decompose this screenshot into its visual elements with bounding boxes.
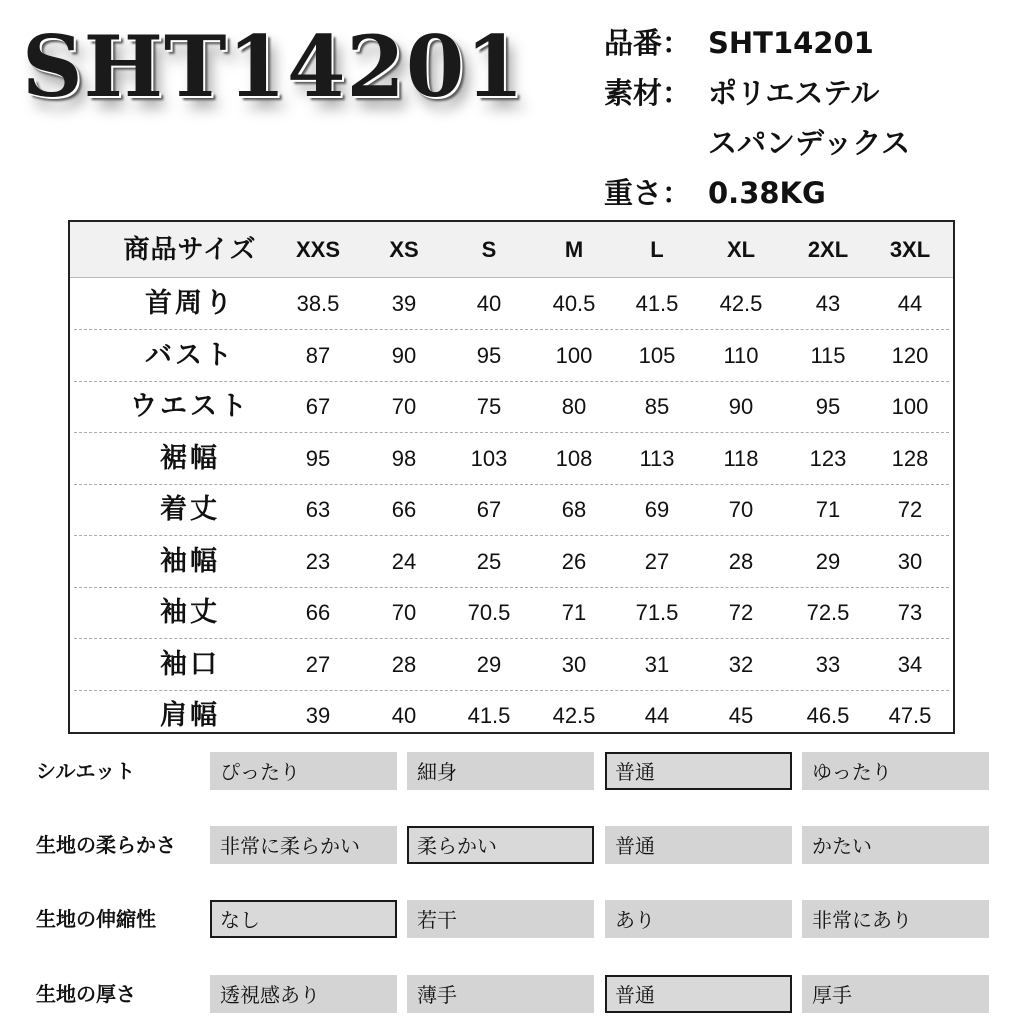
size-col-header: S	[481, 237, 497, 262]
table-cell: 128	[891, 445, 929, 471]
table-cell: 28	[391, 651, 417, 677]
attribute-option-selected: なし	[210, 900, 397, 938]
table-row	[70, 433, 953, 485]
table-cell: 72	[897, 497, 923, 522]
size-col-header: 2XL	[807, 237, 849, 262]
size-col-header: M	[564, 237, 584, 262]
table-cell: 98	[391, 445, 417, 471]
attribute-option: 透視感あり	[210, 975, 397, 1013]
table-cell: 67	[305, 394, 331, 419]
table-cell: 95	[476, 342, 502, 368]
table-cell: 120	[891, 342, 929, 368]
table-cell: 72.5	[806, 600, 850, 625]
attribute-option: 薄手	[407, 975, 594, 1013]
table-cell: 44	[644, 703, 670, 728]
attribute-label: 生地の柔らかさ	[36, 833, 176, 857]
attribute-option-selected: 普通	[605, 752, 792, 790]
product-code-logo: SHT14201	[22, 17, 525, 116]
attribute-option: ぴったり	[210, 752, 397, 790]
attribute-option: 非常にあり	[802, 900, 989, 938]
size-header-label: 商品サイズ	[123, 235, 257, 265]
table-cell: 90	[391, 342, 417, 368]
table-cell: 29	[815, 548, 841, 574]
row-label: 袖口	[160, 648, 220, 680]
row-label: 首周り	[145, 288, 235, 319]
size-col-header: XL	[726, 237, 756, 262]
table-cell: 47.5	[888, 703, 932, 728]
size-col-header: L	[650, 237, 664, 262]
table-cell: 42.5	[552, 703, 596, 728]
row-label: 裾幅	[160, 442, 220, 474]
table-cell: 72	[728, 600, 754, 625]
table-cell: 115	[810, 342, 846, 368]
attribute-label: 生地の厚さ	[36, 982, 136, 1006]
table-cell: 23	[305, 548, 331, 574]
table-cell: 66	[305, 600, 331, 625]
attribute-option: 若干	[407, 900, 594, 938]
spec-label: 重さ：	[604, 176, 692, 210]
table-row	[70, 587, 953, 639]
attribute-option: 普通	[605, 826, 792, 864]
spec-label: 素材：	[604, 76, 692, 110]
table-row	[70, 639, 953, 691]
table-cell: 30	[561, 651, 587, 677]
table-cell: 40	[476, 291, 502, 316]
spec-label: 品番：	[604, 26, 692, 60]
table-cell: 45	[728, 703, 754, 728]
table-cell: 73	[897, 600, 923, 625]
table-cell: 26	[561, 548, 587, 574]
row-label: 着丈	[160, 494, 220, 525]
table-cell: 41.5	[467, 703, 511, 728]
size-col-header: XS	[389, 237, 419, 262]
table-cell: 44	[897, 291, 923, 316]
table-cell: 32	[728, 651, 754, 677]
attribute-option: ゆったり	[802, 752, 989, 790]
table-cell: 24	[391, 548, 417, 574]
spec-material	[604, 72, 879, 114]
table-cell: 70	[391, 394, 417, 419]
attribute-option: 非常に柔らかい	[210, 826, 397, 864]
spec-weight	[604, 172, 826, 214]
table-cell: 30	[897, 548, 923, 574]
spec-value: SHT14201	[708, 26, 874, 60]
table-cell: 40.5	[552, 291, 596, 316]
row-label: 肩幅	[160, 700, 220, 731]
table-cell: 95	[815, 394, 841, 419]
spec-material-extra: スパンデックス	[708, 126, 911, 160]
table-cell: 39	[305, 703, 331, 728]
table-cell: 27	[305, 651, 331, 677]
table-row	[70, 484, 953, 536]
table-cell: 85	[644, 394, 670, 419]
attribute-option: 厚手	[802, 975, 989, 1013]
size-col-header: 3XL	[889, 237, 931, 262]
table-cell: 33	[815, 651, 841, 677]
table-row	[70, 536, 953, 588]
table-cell: 43	[815, 291, 841, 316]
table-cell: 66	[391, 497, 417, 522]
table-cell: 25	[476, 548, 502, 574]
table-cell: 40	[391, 703, 417, 728]
attribute-option: 細身	[407, 752, 594, 790]
table-cell: 100	[555, 342, 593, 368]
table-cell: 75	[476, 394, 502, 419]
attribute-option-selected: 普通	[605, 975, 792, 1013]
row-label: 袖丈	[160, 597, 220, 628]
table-cell: 90	[728, 394, 754, 419]
table-cell: 71.5	[635, 600, 679, 625]
table-cell: 39	[391, 291, 417, 316]
spec-item-number	[604, 22, 874, 64]
table-cell: 118	[723, 445, 759, 471]
table-cell: 100	[891, 394, 929, 419]
spec-value: ポリエステル	[708, 76, 880, 110]
attribute-option: かたい	[802, 826, 989, 864]
table-cell: 123	[809, 445, 847, 471]
table-row	[70, 330, 953, 382]
row-label: 袖幅	[160, 545, 220, 577]
table-cell: 38.5	[296, 291, 340, 316]
table-cell: 29	[476, 651, 502, 677]
table-cell: 68	[561, 497, 587, 522]
table-cell: 105	[638, 342, 676, 368]
table-cell: 95	[305, 445, 331, 471]
table-cell: 69	[644, 497, 670, 522]
table-cell: 28	[728, 548, 754, 574]
table-row	[70, 690, 953, 742]
table-cell: 31	[644, 651, 670, 677]
table-row	[70, 278, 953, 330]
table-cell: 108	[555, 445, 593, 471]
table-row	[70, 381, 953, 433]
table-cell: 71	[815, 497, 841, 522]
attribute-option-selected: 柔らかい	[407, 826, 594, 864]
table-cell: 71	[561, 600, 587, 625]
table-cell: 87	[305, 342, 331, 368]
attribute-option: あり	[605, 900, 792, 938]
size-col-header: XXS	[295, 237, 341, 262]
spec-value: 0.38KG	[708, 176, 826, 210]
table-cell: 42.5	[719, 291, 763, 316]
table-cell: 70	[728, 497, 754, 522]
row-label: ウエスト	[130, 391, 250, 422]
table-cell: 70.5	[467, 600, 511, 625]
table-cell: 67	[476, 497, 502, 522]
attribute-label: 生地の伸縮性	[36, 907, 156, 931]
table-cell: 103	[470, 445, 508, 471]
table-cell: 46.5	[806, 703, 850, 728]
table-cell: 34	[897, 651, 923, 677]
table-cell: 70	[391, 600, 417, 625]
attribute-label: シルエット	[36, 759, 136, 783]
table-cell: 63	[305, 497, 331, 522]
table-cell: 110	[723, 342, 759, 368]
row-label: バスト	[145, 339, 235, 371]
table-cell: 41.5	[635, 291, 679, 316]
table-cell: 80	[561, 394, 587, 419]
table-cell: 113	[639, 445, 675, 471]
size-table	[68, 220, 955, 734]
size-table-header	[70, 222, 953, 278]
table-cell: 27	[644, 548, 670, 574]
